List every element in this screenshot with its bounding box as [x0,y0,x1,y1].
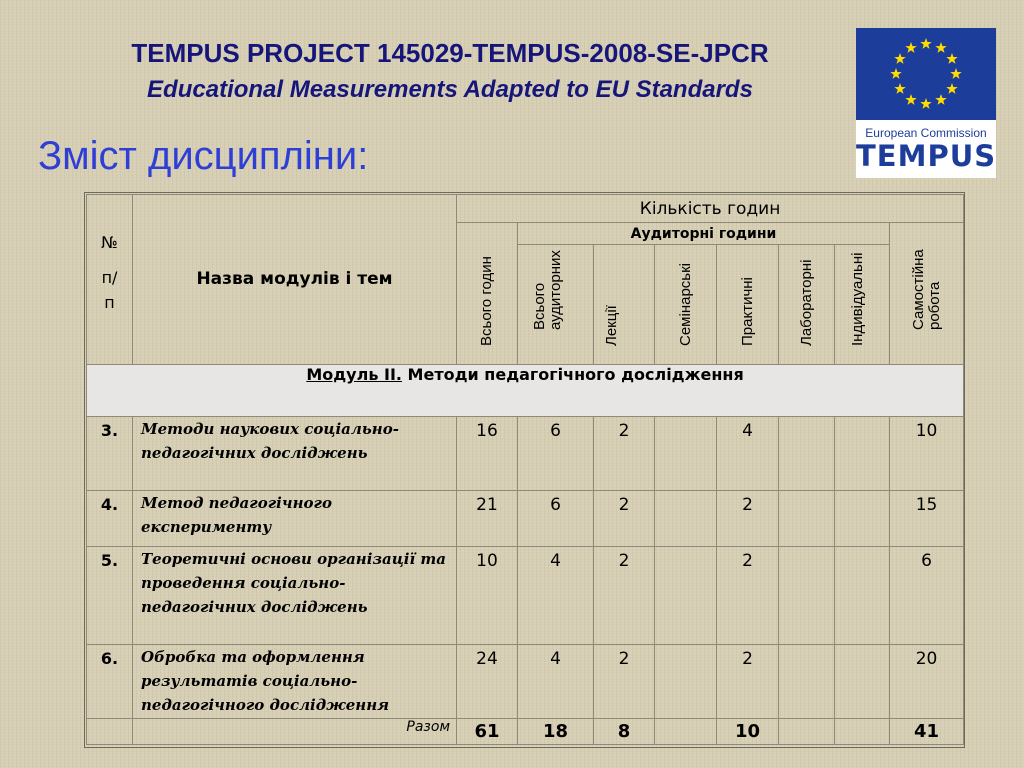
eu-star-icon [946,83,957,94]
table-row: 3. Методи наукових соціально-педагогічних досліджень 16 6 2 4 10 [87,417,964,491]
eu-star-icon [894,53,905,64]
eu-flag-icon [856,28,996,120]
table-row: 4. Метод педагогічного експерименту 21 6 2 2 15 [87,491,964,547]
header-num: № п/ п [87,195,133,365]
eu-star-icon [935,42,946,53]
slide-title: Зміст дисципліни: [38,134,369,178]
logo-org-text: European Commission [865,126,987,140]
header-total: Всього годин [457,223,518,365]
header-auditory-group: Аудиторні години [518,223,890,245]
module-title: Методи педагогічного дослідження [401,365,744,384]
table-row: 5. Теоретичні основи організації та проведення соціально-педагогічних досліджень 10 4 2 2 6 [87,547,964,645]
eu-star-icon [894,83,905,94]
header-lectures: Лекції [594,245,655,365]
header-practical: Практичні [717,245,779,365]
header-line2: Educational Measurements Adapted to EU Standards [147,76,753,103]
eu-star-icon [935,94,946,105]
curriculum-table [86,194,964,745]
eu-star-icon [920,38,931,49]
header-individual: Індивідуальні [835,245,890,365]
header-self-study: Самостійна робота [890,223,964,365]
eu-star-icon [920,98,931,109]
eu-star-icon [950,68,961,79]
header-laboratory: Лабораторні [779,245,835,365]
eu-star-icon [905,42,916,53]
table-row: 6. Обробка та оформлення результатів соціально-педагогічного дослідження 24 4 2 2 20 [87,645,964,719]
header-seminars: Семінарські [655,245,717,365]
header-hours-group: Кількість годин [457,195,964,223]
header-name: Назва модулів і тем [133,195,457,365]
module-row [87,365,964,417]
module-label: Модуль ІІ. [306,365,402,384]
eu-star-icon [890,68,901,79]
header-line1: TEMPUS PROJECT 145029-TEMPUS-2008-SE-JPCR [131,38,769,68]
eu-tempus-logo [856,28,996,178]
eu-star-icon [946,53,957,64]
logo-program-text: TEMPUS [856,139,997,173]
eu-star-icon [905,94,916,105]
totals-row: Разом 61 18 8 10 41 [87,719,964,745]
header-auditory-total: Всього аудиторних [518,245,594,365]
